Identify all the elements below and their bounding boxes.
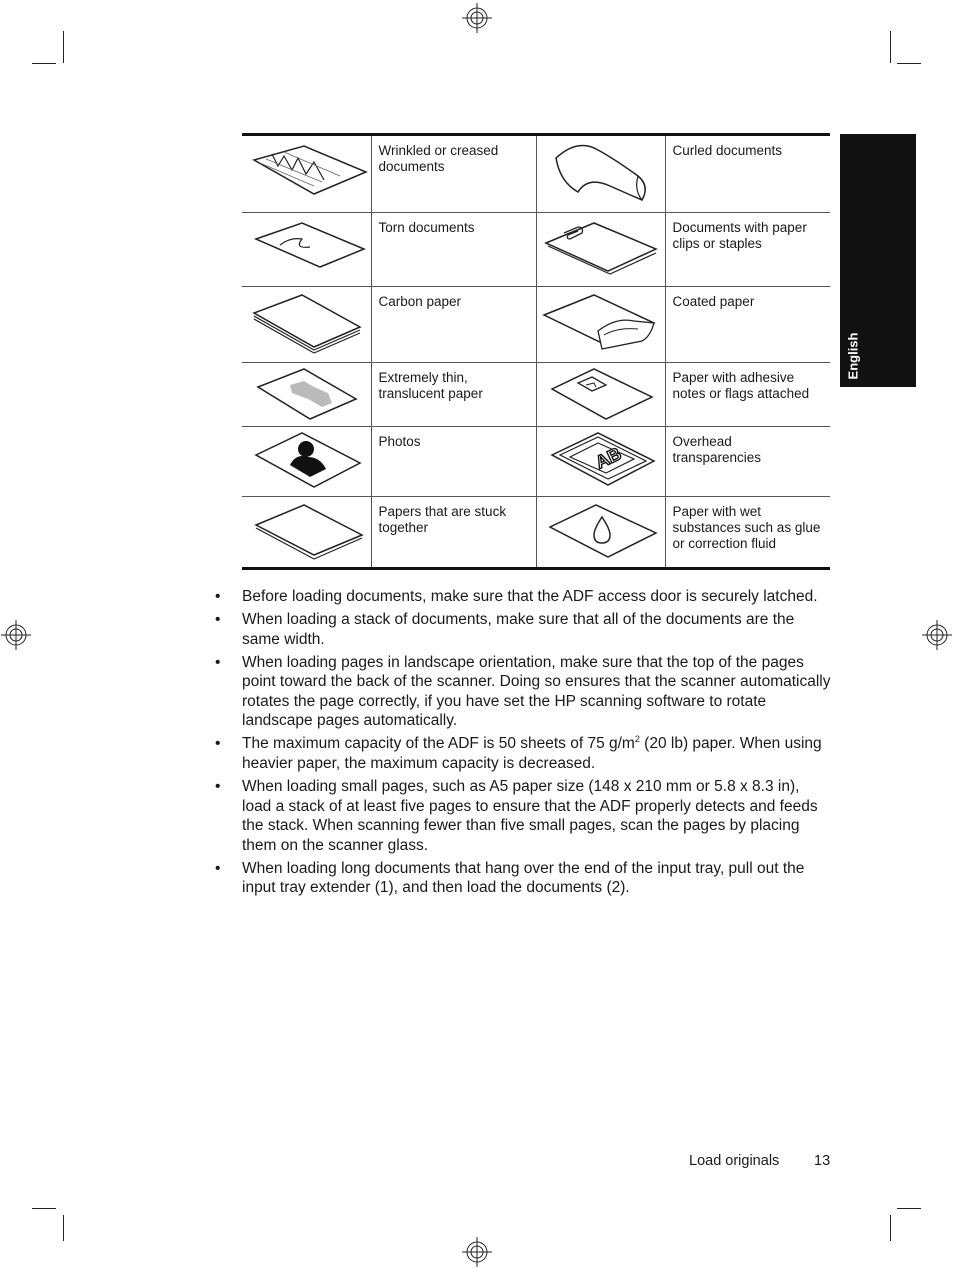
list-item-text: When loading pages in landscape orientation, make sure that the top of the pages point toward the back of the scanner. Doing so ensures that the scanner automatically rotates the page correctly, if you have set the HP scanning software to rotate landscape pages automatically. [242, 653, 831, 730]
crop-mark [63, 1215, 64, 1241]
wrinkled-paper-icon [244, 136, 369, 208]
table-cell-icon [242, 287, 371, 363]
bullet-icon: • [215, 859, 221, 877]
list-item-text: When loading long documents that hang over the end of the input tray, pull out the input tray extender (1), and then load the documents (2). [242, 859, 805, 897]
table-cell-label: Overhead transparencies [665, 427, 830, 497]
crop-mark [897, 63, 921, 64]
table-cell-icon [536, 497, 665, 569]
list-item [212, 587, 832, 607]
loading-tips-list [212, 587, 832, 901]
crop-mark [32, 1208, 56, 1209]
superscript-two: 2 [634, 734, 640, 745]
table-cell-label: Curled documents [665, 135, 830, 213]
table-cell-icon [242, 135, 371, 213]
table-cell-label: Paper with adhesive notes or flags attached [665, 363, 830, 427]
table-cell-label: Extremely thin, translucent paper [371, 363, 536, 427]
list-item-text: When loading a stack of documents, make sure that all of the documents are the same width. [242, 610, 795, 648]
table-cell-label: Photos [371, 427, 536, 497]
table-cell-label: Documents with paper clips or staples [665, 213, 830, 287]
paper-types-table [242, 133, 830, 570]
table-row [242, 363, 830, 427]
registration-mark-icon [462, 1237, 492, 1267]
registration-mark-icon [1, 620, 31, 650]
list-item [212, 653, 832, 731]
list-item-text: The maximum capacity of the ADF is 50 sheets of 75 g/m [242, 735, 635, 753]
svg-text:AB: AB [592, 443, 625, 473]
list-item [212, 734, 832, 773]
table-cell-icon [536, 213, 665, 287]
bullet-icon: • [215, 610, 221, 628]
table-row [242, 287, 830, 363]
carbon-paper-icon [244, 287, 369, 357]
curled-paper-icon [538, 136, 663, 208]
registration-mark-icon [462, 3, 492, 33]
table-cell-icon [536, 427, 665, 497]
table-cell-icon [242, 213, 371, 287]
page-number: 13 [814, 1153, 831, 1169]
crop-mark [32, 63, 56, 64]
paper-clip-icon [538, 213, 663, 281]
transparency-icon [538, 427, 663, 493]
crop-mark [890, 1215, 891, 1241]
crop-mark [890, 31, 891, 63]
list-item-text: (20 lb) paper. When using heavier paper, the maximum capacity is decreased. [242, 735, 822, 772]
table-cell-icon [536, 287, 665, 363]
bullet-icon: • [215, 588, 221, 605]
bullet-icon: • [215, 735, 221, 753]
adhesive-note-icon [538, 363, 663, 425]
table-row [242, 497, 830, 569]
table-cell-icon [536, 363, 665, 427]
table-cell-label: Papers that are stuck together [371, 497, 536, 569]
stuck-papers-icon [244, 497, 369, 565]
table-cell-icon [536, 135, 665, 213]
wet-drop-icon [538, 497, 663, 565]
torn-paper-icon [244, 213, 369, 281]
language-tab-label: English [845, 332, 861, 380]
table-cell-label: Torn documents [371, 213, 536, 287]
coated-paper-icon [538, 287, 663, 357]
table-cell-icon [242, 497, 371, 569]
table-cell-icon [242, 363, 371, 427]
table-cell-label: Wrinkled or creased documents [371, 135, 536, 213]
table-row [242, 427, 830, 497]
crop-mark [63, 31, 64, 63]
table-cell-label: Coated paper [665, 287, 830, 363]
crop-mark [897, 1208, 921, 1209]
list-item-text: Before loading documents, make sure that the ADF access door is securely latched. [242, 588, 818, 605]
thin-paper-icon [244, 363, 369, 425]
bullet-icon: • [215, 777, 221, 795]
list-item-text: When loading small pages, such as A5 paper size (148 x 210 mm or 5.8 x 8.3 in), load a stack of at least five pages to ensure that the ADF properly detects and feeds the stack. When scanning fewer than five small pages, scan the pages by placing them on the scanner glass. [242, 777, 818, 854]
table-cell-label: Carbon paper [371, 287, 536, 363]
list-item [212, 859, 832, 898]
list-item [212, 777, 832, 855]
footer-section-title: Load originals [689, 1153, 780, 1169]
table-row [242, 213, 830, 287]
bullet-icon: • [215, 653, 221, 671]
photo-icon [244, 427, 369, 493]
table-cell-icon [242, 427, 371, 497]
list-item [212, 610, 832, 649]
table-cell-label: Paper with wet substances such as glue or correction fluid [672, 504, 821, 551]
registration-mark-icon [922, 620, 952, 650]
table-row [242, 135, 830, 213]
